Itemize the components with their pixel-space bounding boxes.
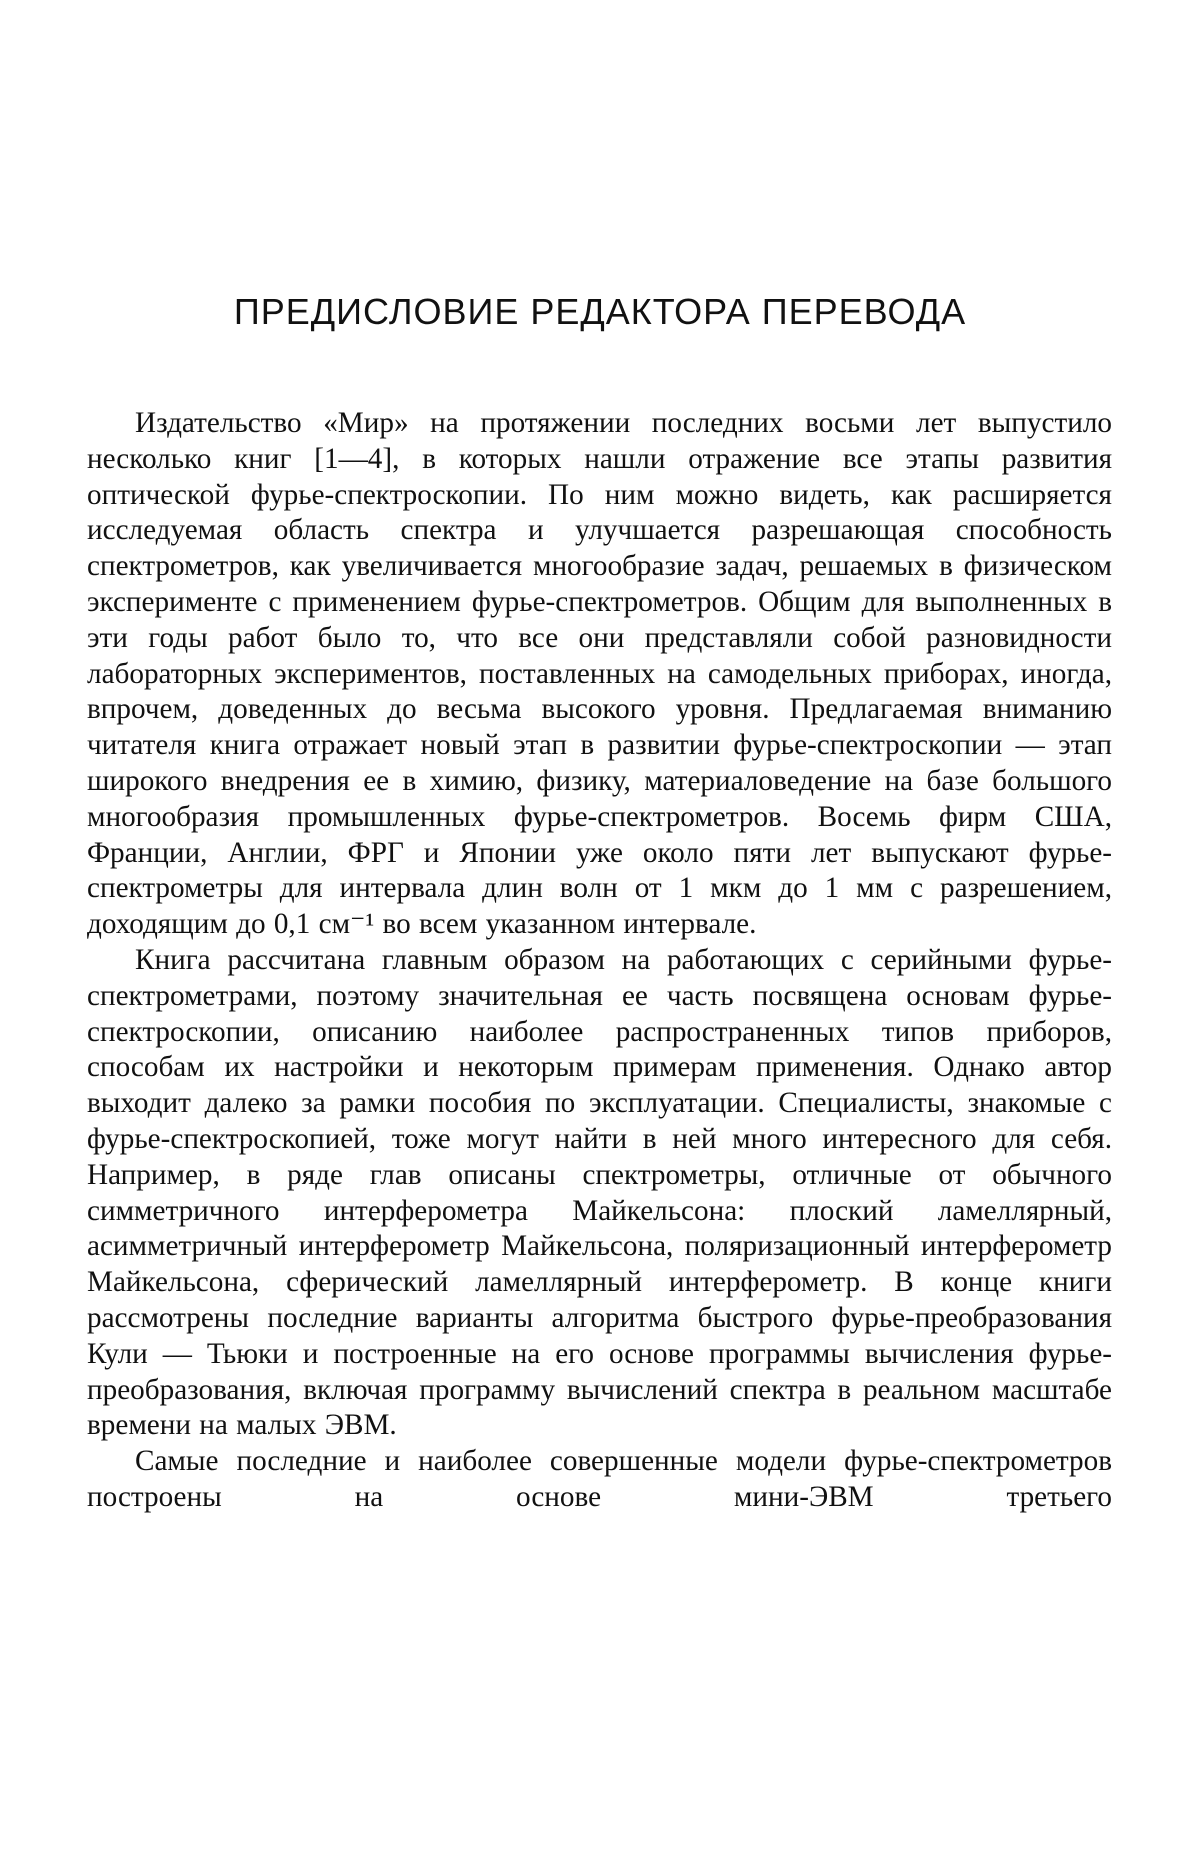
paragraph-3: Самые последние и наиболее совершенные модели фурье-спектрометров построены на основе мини-ЭВМ третьего bbox=[87, 1445, 1112, 1513]
page-title: ПРЕДИСЛОВИЕ РЕДАКТОРА ПЕРЕВОДА bbox=[233, 291, 967, 332]
paragraph-1: Издательство «Мир» на протяжении последних восьми лет выпустило несколько книг [1—4], в которых нашли отражение все этапы развития оптической фурье-спектроскопии. По ним можно видеть, как расширяется исследуемая область спектра и улучшается разрешающая способность спектрометров, как увеличивается многообразие задач, решаемых в физическом эксперименте с применением фурье-спектрометров. Общим для выполненных в эти годы работ было то, что все они представляли собой разновидности лабораторных экспериментов, поставленных на самодельных приборах, иногда, впрочем, доведенных до весьма высокого уровня. Предлагаемая вниманию читателя книга отражает новый этап в развитии фурье-спектроскопии — этап широкого внедрения ее в химию, физику, материаловедение на базе большого многообразия промышленных фурье-спектрометров. Восемь фирм США, Франции, Англии, ФРГ и Японии уже около пяти лет выпускают фурье-спектрометры для интервала длин волн от 1 мкм до 1 мм с разрешением, доходящим до 0,1 см⁻¹ во всем указанном интервале. bbox=[87, 407, 1112, 941]
body-text bbox=[87, 406, 1112, 1516]
paragraph-2: Книга рассчитана главным образом на работающих с серийными фурье-спектрометрами, поэтому значительная ее часть посвящена основам фурье-спектроскопии, описанию наиболее распространенных типов приборов, способам их настройки и некоторым примерам применения. Однако автор выходит далеко за рамки пособия по эксплуатации. Специалисты, знакомые с фурье-спектроскопией, тоже могут найти в ней много интересного для себя. Например, в ряде глав описаны спектрометры, отличные от обычного симметричного интерферометра Майкельсона: плоский ламеллярный, асимметричный интерферометр Майкельсона, поляризационный интерферометр Майкельсона, сферический ламеллярный интерферометр. В конце книги рассмотрены последние варианты алгоритма быстрого фурье-преобразования Кули — Тьюки и построенные на его основе программы вычисления фурье-преобразования, включая программу вычислений спектра в реальном масштабе времени на малых ЭВМ. bbox=[87, 943, 1112, 1442]
